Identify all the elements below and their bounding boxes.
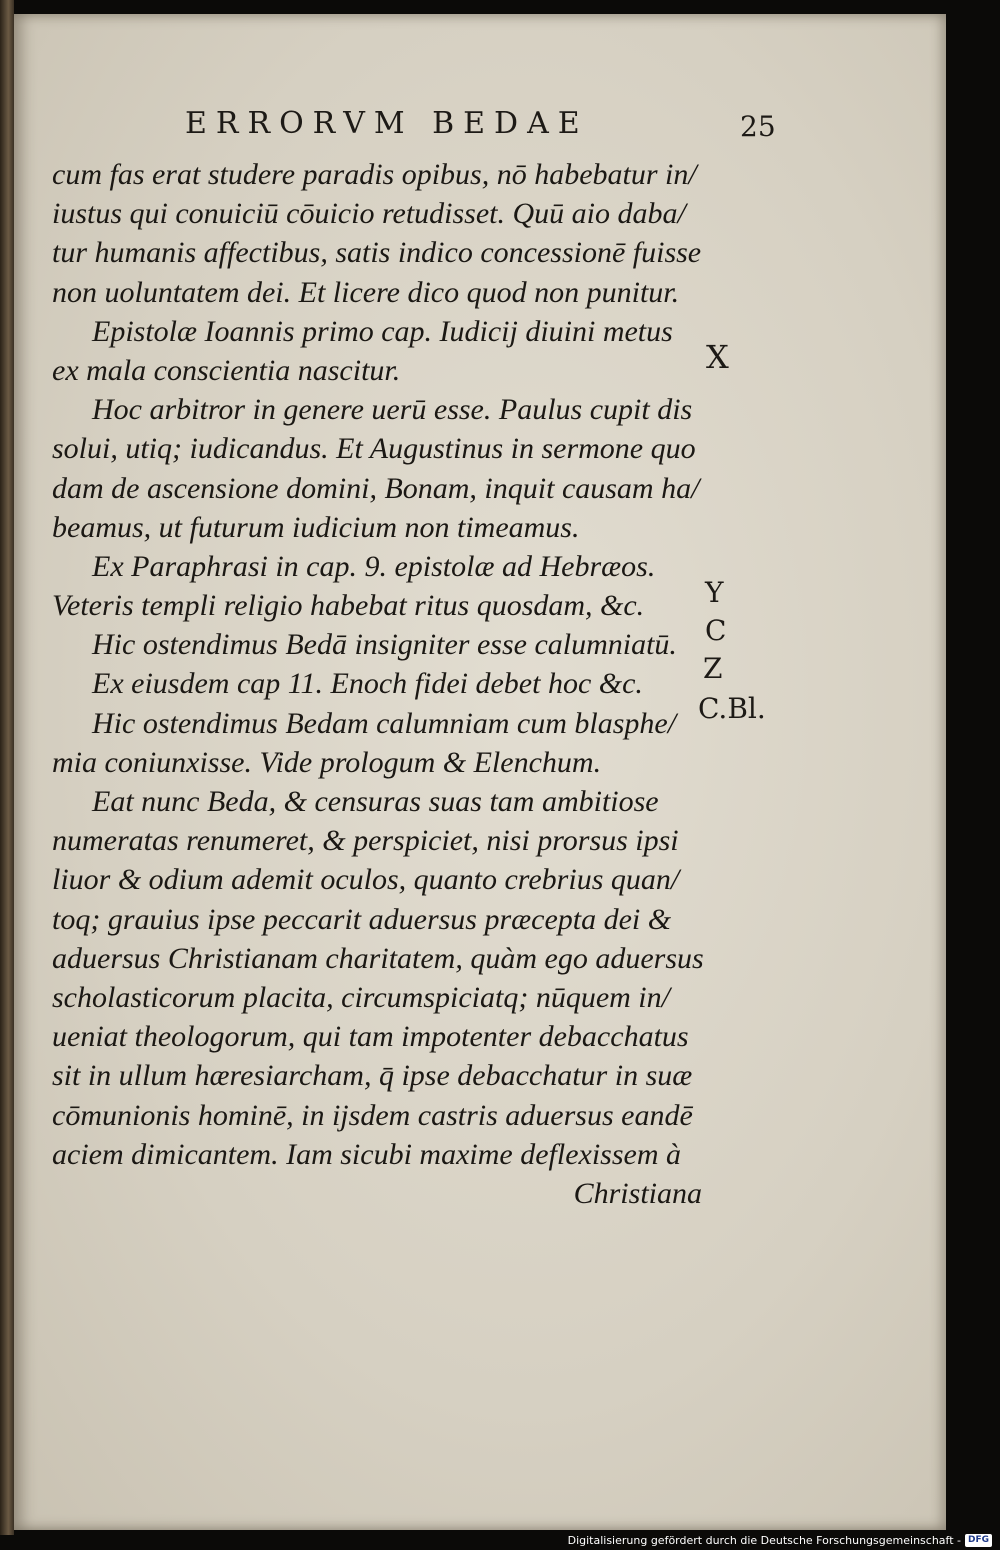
text-line: mia coniunxisse. Vide prologum & Elenchum. — [52, 745, 602, 779]
text-line: solui, utiq; iudicandus. Et Augustinus in sermone quo — [52, 432, 696, 466]
text-line: sit in ullum hæresiarcham, q̄ ipse debacchatur in suæ — [52, 1059, 693, 1093]
marginal-note: Y — [705, 576, 724, 609]
credit-text: Digitalisierung gefördert durch die Deutsche Forschungsgemeinschaft - — [567, 1534, 961, 1547]
text-line: numeratas renumeret, & perspiciet, nisi prorsus ipsi — [52, 824, 679, 858]
dfg-logo: DFG — [965, 1534, 992, 1547]
book-spine-edge — [0, 0, 14, 1535]
text-line: tur humanis affectibus, satis indico concessionē fuisse — [52, 236, 702, 270]
page-number: 25 — [740, 110, 776, 143]
marginal-note: X — [706, 338, 729, 376]
body-text — [52, 155, 712, 1213]
marginal-note: Z — [703, 652, 723, 685]
marginal-note: C.Bl. — [698, 692, 766, 725]
digitization-credit — [568, 1534, 992, 1547]
text-line: iustus qui conuiciū cōuicio retudisset. Quū aio daba/ — [52, 197, 686, 231]
text-line: aduersus Christianam charitatem, quàm ego aduersus — [52, 941, 704, 975]
text-line: Veteris templi religio habebat ritus quosdam, &c. — [52, 589, 645, 623]
text-line: Ex eiusdem cap 11. Enoch fidei debet hoc &c. — [92, 667, 643, 701]
text-line: Hoc arbitror in genere uerū esse. Paulus cupit dis — [92, 393, 693, 427]
text-line: cum fas erat studere paradis opibus, nō habebatur in/ — [52, 158, 697, 191]
running-head: ERRORVM BEDAE — [185, 106, 589, 141]
text-line: ex mala conscientia nascitur. — [52, 353, 401, 387]
text-line: non uoluntatem dei. Et licere dico quod non punitur. — [52, 275, 680, 309]
text-line: dam de ascensione domini, Bonam, inquit causam ha/ — [52, 471, 700, 505]
text-line: Hic ostendimus Bedā insigniter esse calumniatū. — [92, 628, 677, 662]
text-line: cōmunionis hominē, in ijsdem castris aduersus eandē — [52, 1098, 693, 1132]
catchword: Christiana — [573, 1176, 702, 1210]
text-line: liuor & odium ademit oculos, quanto crebrius quan/ — [52, 863, 680, 897]
text-line: Hic ostendimus Bedam calumniam cum blasphe/ — [92, 706, 677, 740]
text-line: Epistolæ Ioannis primo cap. Iudicij diuini metus — [92, 314, 673, 348]
text-line: ueniat theologorum, qui tam impotenter debacchatus — [52, 1020, 689, 1054]
marginal-note: C — [705, 614, 727, 647]
text-line: Eat nunc Beda, & censuras suas tam ambitiose — [92, 785, 659, 818]
text-line: beamus, ut futurum iudicium non timeamus. — [52, 510, 580, 544]
text-line: toq; grauius ipse peccarit aduersus præcepta dei & — [52, 902, 672, 936]
text-line: aciem dimicantem. Iam sicubi maxime deflexissem à — [52, 1137, 681, 1171]
text-line: scholasticorum placita, circumspiciatq; nūquem in/ — [52, 980, 670, 1014]
text-line: Ex Paraphrasi in cap. 9. epistolæ ad Hebræos. — [92, 549, 656, 583]
